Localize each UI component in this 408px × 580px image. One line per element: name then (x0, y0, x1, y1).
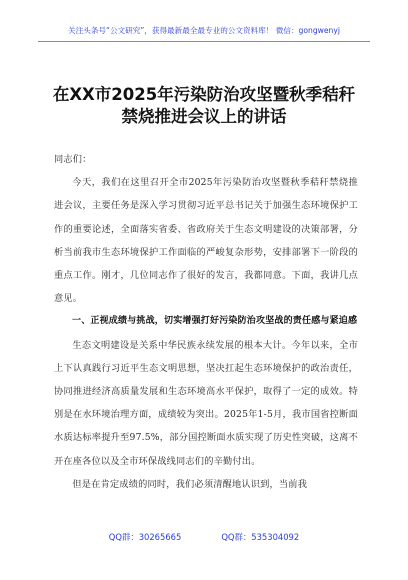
document-body (54, 148, 358, 496)
document-title (30, 84, 378, 128)
title-line-2: 禁烧推进会议上的讲话 (121, 107, 287, 126)
paragraph: 但是在肯定成绩的同时，我们必须清醒地认识到，当前我 (72, 478, 308, 490)
salutation: 同志们： (54, 154, 92, 165)
header-divider (38, 41, 370, 42)
paragraph: 今天，我们在这里召开全市2025年污染防治攻坚暨秋季秸秆禁烧推进会议，主要任务是深入学习贯彻习近平总书记关于加强生态环境保护工作的重要论述，全面落实省委、省政府关于生态文明建设的决策部署，分析当前我市生态环境保护工作面临的严峻复杂形势，安排部署下一阶段的重点工作。刚才，几位同志作了很好的发言，我都同意。下面，我讲几点意见。 (54, 177, 358, 305)
qq-group-1: QQ群：30265665 (108, 532, 182, 542)
paragraph: 生态文明建设是关系中华民族永续发展的根本大计。今年以来，全市上下认真践行习近平生态文明思想，坚决扛起生态环境保护的政治责任，协同推进经济高质量发展和生态环境高水平保护，取得了一定的成效。特别是在水环境治理方面，成绩较为突出。2025年1-5月，我市国省控断面水质达标率提升至97.5%，部分国控断面水质实现了历史性突破，这离不开在座各位以及全市环保战线同志们的辛勤付出。 (54, 339, 358, 467)
section-heading: 一、正视成绩与挑战，切实增强打好污染防治攻坚战的责任感与紧迫感 (72, 316, 358, 327)
header-banner: 关注头条号“公文研究”，获得最新最全最专业的公文资料库！ 微信：gongwenyj (68, 26, 340, 35)
footer (0, 531, 408, 543)
qq-group-2: QQ群：535304092 (221, 532, 300, 542)
title-line-1: 在XX市2025年污染防治攻坚暨秋季秸秆 (52, 85, 356, 104)
